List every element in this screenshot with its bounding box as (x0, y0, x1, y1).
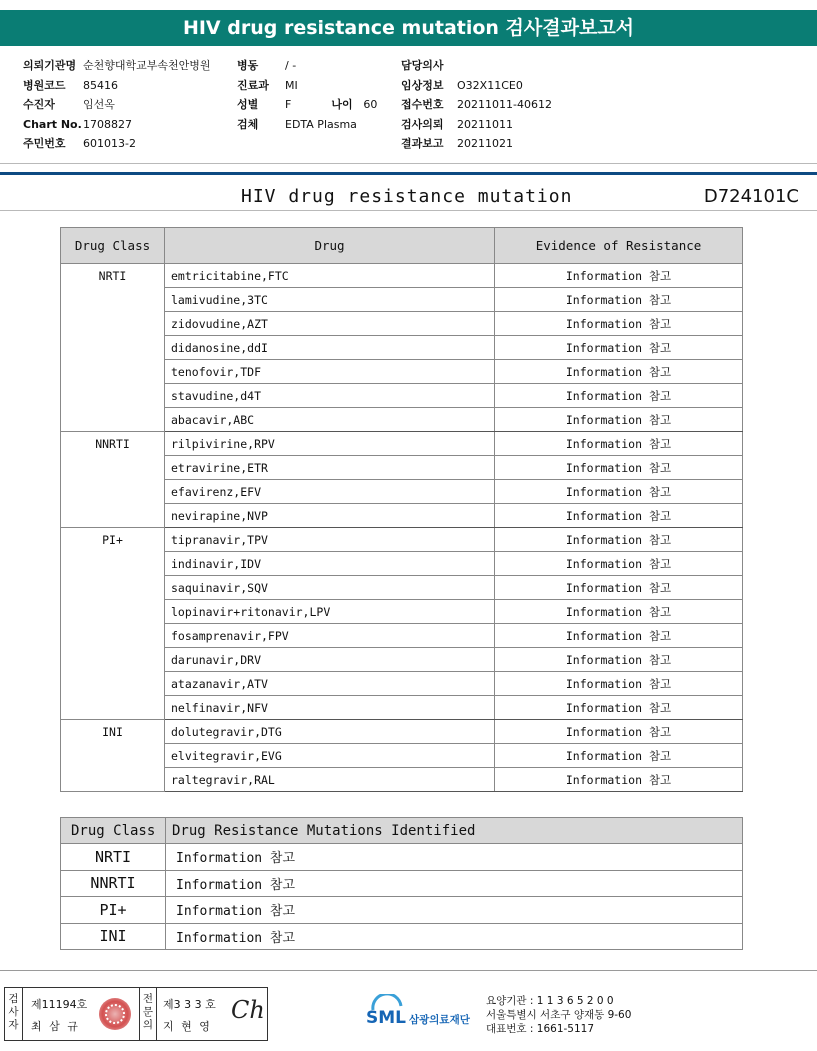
evidence-cell: Information 참고 (495, 432, 743, 456)
drug-class-cell: NRTI (61, 264, 165, 432)
info-label: 검사의뢰 (401, 117, 444, 131)
column-header: Drug Resistance Mutations Identified (166, 818, 743, 844)
column-header: Drug (165, 228, 495, 264)
mutation-cell: Information 참고 (166, 923, 743, 950)
drug-resistance-table-body (61, 264, 743, 792)
info-label: 진료과 (237, 78, 269, 92)
column-header: Evidence of Resistance (495, 228, 743, 264)
divider (0, 210, 817, 211)
drug-cell: efavirenz,EFV (165, 480, 495, 504)
evidence-cell: Information 참고 (495, 648, 743, 672)
drug-class-cell: NNRTI (61, 432, 165, 528)
drug-cell: nevirapine,NVP (165, 504, 495, 528)
info-value: 601013-2 (83, 137, 136, 150)
info-value: 1708827 (83, 117, 132, 131)
evidence-cell: Information 참고 (495, 336, 743, 360)
mutation-summary-table-body (61, 844, 743, 950)
column-header: Drug Class (61, 228, 165, 264)
mutation-summary-table (60, 817, 743, 950)
patient-info-left (23, 56, 211, 154)
drug-cell: indinavir,IDV (165, 552, 495, 576)
info-value: MI (285, 78, 298, 92)
evidence-cell: Information 참고 (495, 744, 743, 768)
info-label: 수진자 (23, 98, 55, 111)
evidence-cell: Information 참고 (495, 768, 743, 792)
evidence-cell: Information 참고 (495, 360, 743, 384)
evidence-cell: Information 참고 (495, 312, 743, 336)
info-label: Chart No. (23, 117, 82, 131)
divider (0, 970, 817, 971)
test-code: D724101C (703, 186, 799, 207)
column-header: Drug Class (61, 818, 166, 844)
info-row (237, 76, 377, 96)
phone: 대표번호 : 1661-5117 (486, 1023, 595, 1035)
evidence-cell: Information 참고 (495, 264, 743, 288)
drug-cell: nelfinavir,NFV (165, 696, 495, 720)
drug-class-cell: NNRTI (61, 870, 166, 897)
specialist-license: 제3 3 3 호 (163, 998, 216, 1011)
table-header-row (61, 228, 743, 264)
patient-info-middle (237, 56, 377, 134)
examiner-label-text: 검사자 (8, 993, 19, 1031)
evidence-cell: Information 참고 (495, 696, 743, 720)
evidence-cell: Information 참고 (495, 480, 743, 504)
mutation-cell: Information 참고 (166, 844, 743, 871)
evidence-cell: Information 참고 (495, 408, 743, 432)
table-row (61, 923, 743, 950)
drug-resistance-table (60, 227, 743, 792)
table-row (61, 870, 743, 897)
info-value: 85416 (83, 78, 118, 92)
table-row (61, 264, 743, 288)
examiner-name: 최 삼 규 (31, 1020, 80, 1033)
table-row (61, 897, 743, 924)
drug-cell: lamivudine,3TC (165, 288, 495, 312)
drug-cell: etravirine,ETR (165, 456, 495, 480)
mutation-cell: Information 참고 (166, 897, 743, 924)
info-value: O32X11CE0 (457, 78, 523, 92)
drug-cell: raltegravir,RAL (165, 768, 495, 792)
info-label: 병동 (237, 59, 259, 72)
info-value: 임선옥 (83, 98, 115, 111)
patient-info-right (401, 56, 552, 154)
drug-class-cell: INI (61, 720, 165, 792)
age-label: 나이 (331, 98, 353, 111)
table-header-row (61, 818, 743, 844)
info-row (401, 115, 552, 135)
examiner-label (5, 988, 23, 1040)
drug-class-cell: INI (61, 923, 166, 950)
info-value: 20211011 (457, 117, 513, 131)
info-row (23, 56, 211, 76)
info-value: 20211011-40612 (457, 98, 552, 111)
drug-cell: emtricitabine,FTC (165, 264, 495, 288)
info-value: 순천향대학교부속천안병원 (83, 59, 211, 72)
drug-cell: elvitegravir,EVG (165, 744, 495, 768)
info-value: / - (285, 59, 297, 72)
drug-cell: rilpivirine,RPV (165, 432, 495, 456)
info-row (401, 76, 552, 96)
table-row (61, 844, 743, 871)
info-row (23, 115, 211, 135)
info-label: 접수번호 (401, 98, 444, 111)
info-label: 의뢰기관명 (23, 59, 77, 72)
table-row (61, 528, 743, 552)
divider (0, 172, 817, 175)
institution-info (486, 994, 631, 1036)
mutation-cell: Information 참고 (166, 870, 743, 897)
info-row (23, 134, 211, 154)
drug-cell: atazanavir,ATV (165, 672, 495, 696)
info-label: 성별 (237, 98, 259, 111)
org-name: 삼광의료재단 (409, 1014, 470, 1026)
drug-cell: zidovudine,AZT (165, 312, 495, 336)
drug-cell: saquinavir,SQV (165, 576, 495, 600)
evidence-cell: Information 참고 (495, 600, 743, 624)
drug-class-cell: PI+ (61, 528, 165, 720)
info-row (237, 56, 377, 76)
org-logo-text: SML (366, 1008, 406, 1028)
info-value: 20211021 (457, 137, 513, 150)
specialist-name: 지 현 영 (163, 1020, 212, 1033)
drug-cell: darunavir,DRV (165, 648, 495, 672)
info-label: 병원코드 (23, 78, 66, 92)
info-label: 주민번호 (23, 137, 66, 150)
info-row (23, 76, 211, 96)
evidence-cell: Information 참고 (495, 672, 743, 696)
examiner-license: 제11194호 (31, 998, 88, 1011)
specialist-label-text: 전문의 (142, 993, 154, 1031)
drug-cell: lopinavir+ritonavir,LPV (165, 600, 495, 624)
drug-cell: tipranavir,TPV (165, 528, 495, 552)
drug-cell: dolutegravir,DTG (165, 720, 495, 744)
signature-box (4, 987, 268, 1041)
info-row (401, 134, 552, 154)
evidence-cell: Information 참고 (495, 288, 743, 312)
info-row (237, 95, 377, 115)
table-row (61, 432, 743, 456)
info-label: 임상정보 (401, 78, 444, 92)
evidence-cell: Information 참고 (495, 576, 743, 600)
drug-class-cell: PI+ (61, 897, 166, 924)
info-label: 검체 (237, 117, 259, 131)
divider (0, 163, 817, 164)
info-label: 담당의사 (401, 59, 444, 72)
drug-cell: abacavir,ABC (165, 408, 495, 432)
signature-icon: Ch (231, 996, 265, 1024)
evidence-cell: Information 참고 (495, 720, 743, 744)
info-value: EDTA Plasma (285, 117, 357, 131)
evidence-cell: Information 참고 (495, 504, 743, 528)
age-value: 60 (363, 98, 378, 111)
care-code: 요양기관 : 1 1 3 6 5 2 0 0 (486, 995, 614, 1007)
evidence-cell: Information 참고 (495, 528, 743, 552)
info-row (401, 56, 552, 76)
table-row (61, 720, 743, 744)
drug-cell: didanosine,ddI (165, 336, 495, 360)
info-row (237, 115, 377, 135)
specialist-label (139, 988, 157, 1040)
seal-stamp-icon (99, 998, 131, 1030)
evidence-cell: Information 참고 (495, 624, 743, 648)
info-row (401, 95, 552, 115)
drug-class-cell: NRTI (61, 844, 166, 871)
evidence-cell: Information 참고 (495, 552, 743, 576)
info-row (23, 95, 211, 115)
info-label: 결과보고 (401, 137, 444, 150)
evidence-cell: Information 참고 (495, 384, 743, 408)
address: 서울특별시 서초구 양재동 9-60 (486, 1009, 632, 1021)
drug-cell: fosamprenavir,FPV (165, 624, 495, 648)
report-title: HIV drug resistance mutation 검사결과보고서 (0, 10, 817, 46)
drug-cell: tenofovir,TDF (165, 360, 495, 384)
evidence-cell: Information 참고 (495, 456, 743, 480)
drug-cell: stavudine,d4T (165, 384, 495, 408)
info-value: F (285, 98, 292, 111)
test-name: HIV drug resistance mutation (241, 186, 573, 207)
